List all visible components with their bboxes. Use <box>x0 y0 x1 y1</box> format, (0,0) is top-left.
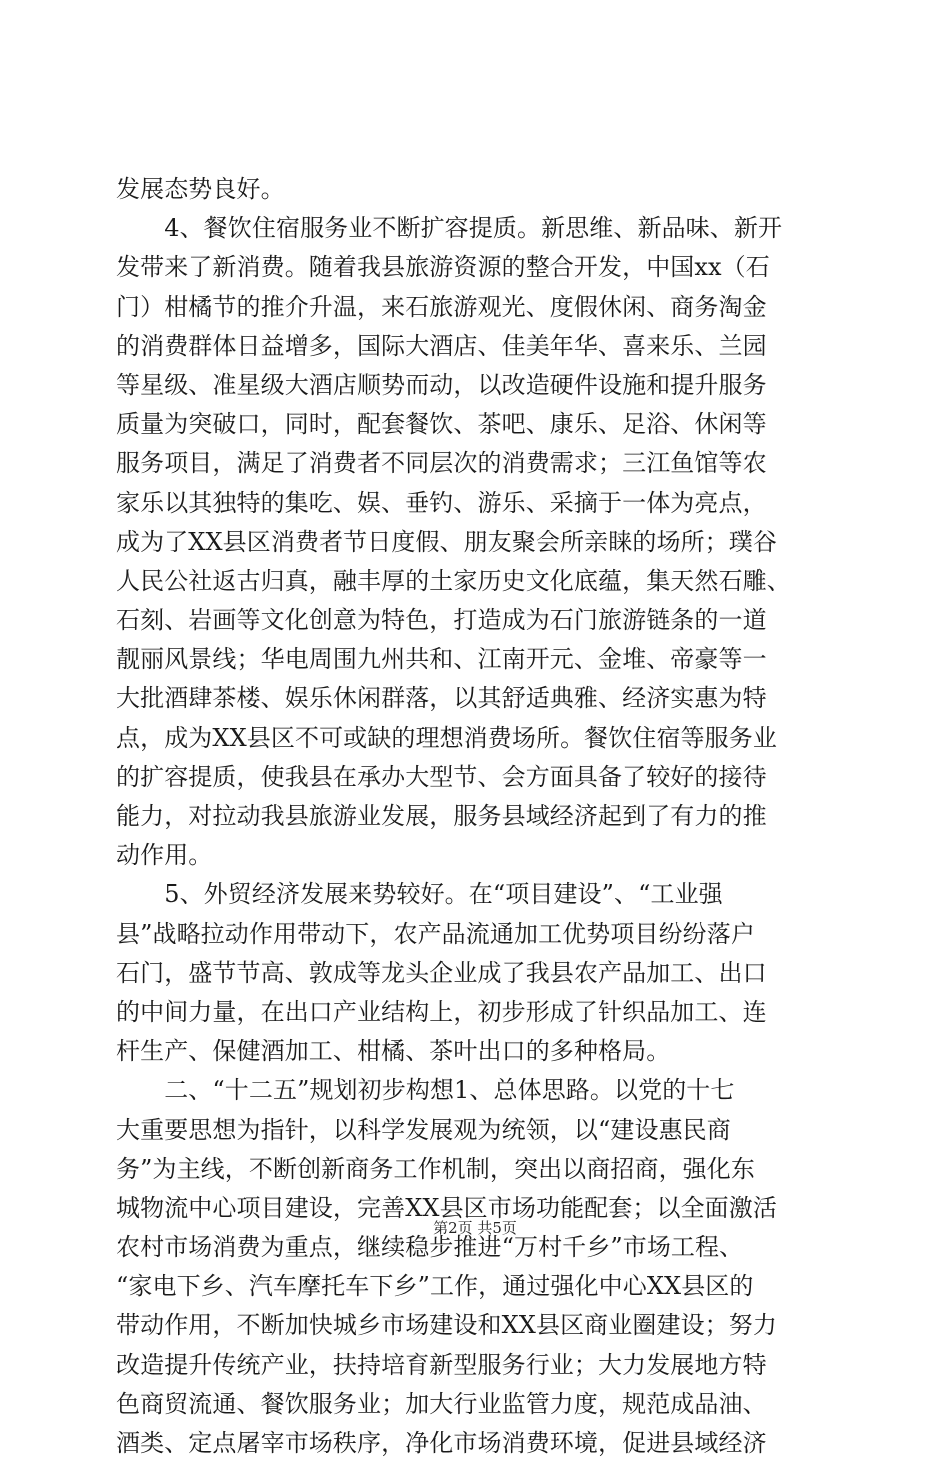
text-line: 发带来了新消费。随着我县旅游资源的整合开发，中国xx（石 <box>116 253 770 282</box>
text-line: 服务项目，满足了消费者不同层次的消费需求；三江鱼馆等农 <box>116 449 767 478</box>
text-line: 城物流中心项目建设，完善XX县区市场功能配套；以全面激活 <box>116 1193 777 1222</box>
text-line: “家电下乡、汽车摩托车下乡”工作，通过强化中心XX县区的 <box>116 1272 754 1301</box>
text-line: 酒类、定点屠宰市场秩序，净化市场消费环境，促进县域经济 <box>116 1429 767 1457</box>
text-line: 务”为主线，不断创新商务工作机制，突出以商招商，强化东 <box>116 1154 755 1183</box>
page-footer: 第2页 共5页 <box>433 1219 517 1237</box>
text-line: 杆生产、保健酒加工、柑橘、茶叶出口的多种格局。 <box>116 1037 671 1066</box>
text-line: 等星级、准星级大酒店顺势而动，以改造硬件设施和提升服务 <box>116 370 767 399</box>
text-line: 动作用。 <box>116 841 213 870</box>
text-line: 带动作用，不断加快城乡市场建设和XX县区商业圈建设；努力 <box>116 1311 777 1340</box>
text-line: 家乐以其独特的集吃、娱、垂钓、游乐、采摘于一体为亮点， <box>116 488 767 517</box>
text-line: 的中间力量，在出口产业结构上，初步形成了针织品加工、连 <box>116 997 767 1026</box>
text-line: 靓丽风景线；华电周围九州共和、江南开元、金堆、帝豪等一 <box>116 645 767 674</box>
text-line: 大重要思想为指针，以科学发展观为统领，以“建设惠民商 <box>116 1115 731 1144</box>
text-line: 的消费群体日益增多，国际大酒店、佳美年华、喜来乐、兰园 <box>116 331 767 360</box>
text-line: 改造提升传统产业，扶持培育新型服务行业；大力发展地方特 <box>116 1350 767 1379</box>
text-line: 门）柑橘节的推介升温，来石旅游观光、度假休闲、商务淘金 <box>116 292 767 321</box>
document-body <box>116 170 836 1463</box>
text-line: 县”战略拉动作用带动下，农产品流通加工优势项目纷纷落户 <box>116 919 755 948</box>
text-line: 二、“十二五”规划初步构想1、总体思路。以党的十七 <box>116 1076 735 1105</box>
text-line: 点，成为XX县区不可或缺的理想消费场所。餐饮住宿等服务业 <box>116 723 777 752</box>
text-line: 4、餐饮住宿服务业不断扩容提质。新思维、新品味、新开 <box>116 214 783 243</box>
text-line: 5、外贸经济发展来势较好。在“项目建设”、“工业强 <box>116 880 723 909</box>
text-line: 色商贸流通、餐饮服务业；加大行业监管力度，规范成品油、 <box>116 1389 767 1418</box>
text-line: 能力，对拉动我县旅游业发展，服务县域经济起到了有力的推 <box>116 802 767 830</box>
text-line: 质量为突破口，同时，配套餐饮、茶吧、康乐、足浴、休闲等 <box>116 410 767 439</box>
text-line: 石门，盛节节高、敦成等龙头企业成了我县农产品加工、出口 <box>116 958 767 987</box>
text-line: 农村市场消费为重点，继续稳步推进“万村千乡”市场工程、 <box>116 1233 744 1262</box>
text-line: 石刻、岩画等文化创意为特色，打造成为石门旅游链条的一道 <box>116 606 767 635</box>
text-line: 的扩容提质，使我县在承办大型节、会方面具备了较好的接待 <box>116 762 767 791</box>
text-line: 大批酒肆茶楼、娱乐休闲群落，以其舒适典雅、经济实惠为特 <box>116 684 767 713</box>
text-line: 发展态势良好。 <box>116 175 285 203</box>
text-line: 成为了XX县区消费者节日度假、朋友聚会所亲睐的场所；璞谷 <box>116 527 777 556</box>
text-line: 人民公社返古归真，融丰厚的土家历史文化底蕴，集天然石雕、 <box>116 566 791 595</box>
